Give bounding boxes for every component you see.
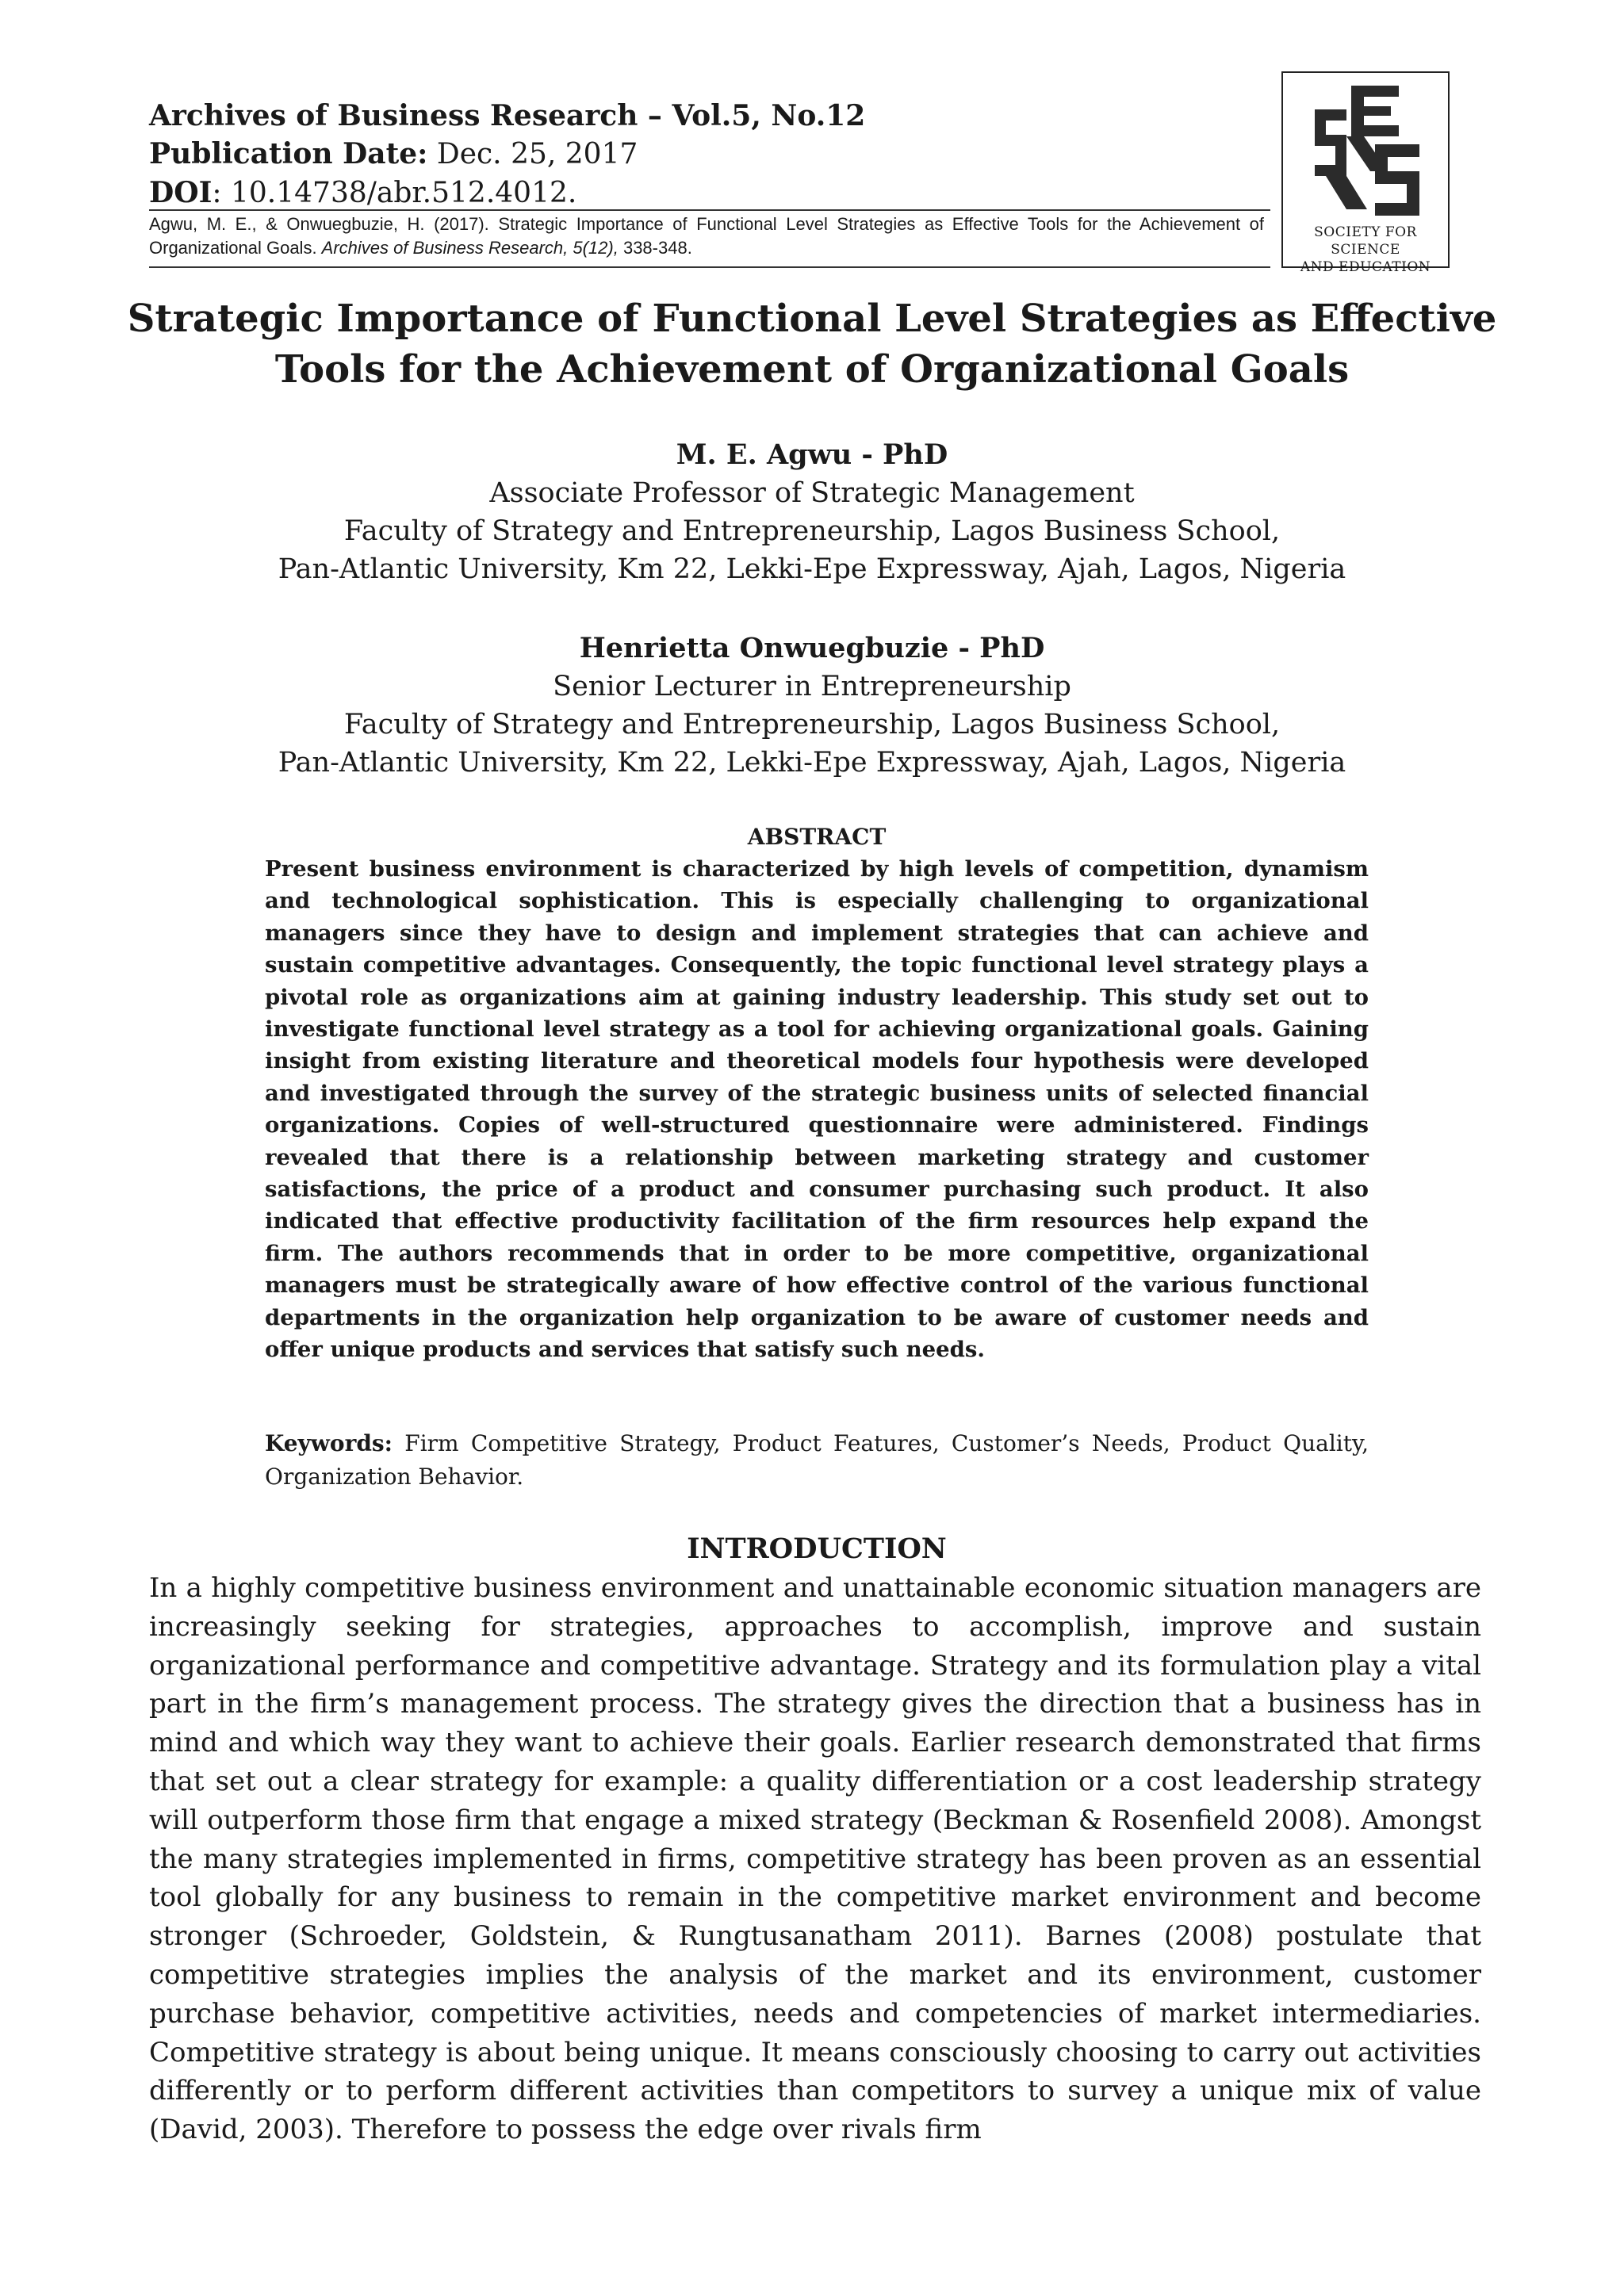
author-affiliation: Faculty of Strategy and Entrepreneurship, Lagos Business School,	[343, 515, 1281, 547]
author-role: Senior Lecturer in Entrepreneurship	[553, 671, 1071, 702]
introduction-text: In a highly competitive business environment and unattainable economic situation managers are increasingly seeking for strategies, approaches to accomplish, improve and sustain organizational performance and competitive advantage. Strategy and its formulation play a vital part in the firm’s management process. The strategy gives the direction that a business has in mind and which way they want to achieve their goals. Earlier research demonstrated that firms that set out a clear strategy for example: a quality differentiation or a cost leadership strategy will outperform those firm that engage a mixed strategy (Beckman & Rosenfield 2008). Amongst the many strategies implemented in firms, competitive strategy has been proven as an essential tool globally for any business to remain in the competitive market environment and become stronger (Schroeder, Goldstein, & Rungtusanatham 2011). Barnes (2008) postulate that competitive strategies implies the analysis of the market and its environment, customer purchase behavior, competitive activities, needs and competencies of market intermediaries. Competitive strategy is about being unique. It means consciously choosing to carry out activities differently or to perform different activities than competitors to survey a unique mix of value (David, 2003). Therefore to possess the edge over rivals firm	[149, 1572, 1481, 2146]
citation-text: Agwu, M. E., & Onwuegbuzie, H. (2017). Strategic Importance of Functional Level Strategies as Effective Tools for the Achievement of Organizational Goals.	[149, 214, 1264, 258]
keywords-text: Firm Competitive Strategy, Product Features, Customer’s Needs, Product Quality, Organization Behavior.	[265, 1430, 1369, 1490]
author-role: Associate Professor of Strategic Management	[489, 477, 1135, 509]
citation-journal: Archives of Business Research, 5(12),	[321, 238, 619, 258]
paper-title-line1: Strategic Importance of Functional Level Strategies as Effective	[127, 297, 1497, 341]
publication-date-label: Publication Date:	[149, 137, 428, 170]
abstract-heading: ABSTRACT	[747, 824, 887, 850]
keywords	[265, 1427, 1369, 1494]
author-name: Henrietta Onwuegbuzie - PhD	[579, 632, 1045, 664]
doi-value[interactable]: : 10.14738/abr.512.4012.	[212, 177, 577, 209]
author-block-1	[198, 436, 1426, 588]
society-name	[1283, 224, 1448, 276]
author-name: M. E. Agwu - PhD	[676, 438, 948, 471]
society-logo	[1281, 71, 1450, 275]
publication-date-value: Dec. 25, 2017	[427, 138, 638, 170]
paper-title-line2: Tools for the Achievement of Organizational Goals	[274, 347, 1350, 392]
sse-logo-icon	[1304, 82, 1429, 219]
author-block-2	[198, 629, 1426, 782]
introduction-heading: INTRODUCTION	[687, 1533, 947, 1565]
citation-bottom-rule	[149, 266, 1270, 268]
paper-title	[119, 293, 1505, 395]
citation-top-rule	[149, 209, 1270, 211]
author-address: Pan-Atlantic University, Km 22, Lekki-Epe Expressway, Ajah, Lagos, Nigeria	[278, 747, 1346, 779]
author-affiliation: Faculty of Strategy and Entrepreneurship, Lagos Business School,	[343, 709, 1281, 740]
journal-title: Archives of Business Research – Vol.5, No.12	[149, 99, 866, 132]
journal-header	[149, 97, 1259, 212]
author-address: Pan-Atlantic University, Km 22, Lekki-Epe Expressway, Ajah, Lagos, Nigeria	[278, 553, 1346, 585]
doi-label: DOI	[149, 176, 213, 209]
citation	[149, 212, 1264, 260]
citation-pages: 338-348.	[618, 238, 692, 258]
abstract-text: Present business environment is characterized by high levels of competition, dynamism and technological sophistication. This is especially challenging to organizational managers since they have to design and implement strategies that can achieve and sustain competitive advantages. Consequently, the topic functional level strategy plays a pivotal role as organizations aim at gaining industry leadership. This study set out to investigate functional level strategy as a tool for achieving organizational goals. Gaining insight from existing literature and theoretical models four hypothesis were developed and investigated through the survey of the strategic business units of selected financial organizations. Copies of well-structured questionnaire were administered. Findings revealed that there is a relationship between marketing strategy and customer satisfactions, the price of a product and consumer purchasing such product. It also indicated that effective productivity facilitation of the firm resources help expand the firm. The authors recommends that in order to be more competitive, organizational managers must be strategically aware of how effective control of the various functional departments in the organization help organization to be aware of customer needs and offer unique products and services that satisfy such needs.	[265, 856, 1369, 1363]
publication-date	[149, 135, 1259, 174]
society-name-line1: SOCIETY FOR SCIENCE	[1314, 224, 1417, 258]
keywords-label: Keywords:	[265, 1430, 393, 1456]
society-name-line2: AND EDUCATION	[1300, 259, 1431, 275]
doi	[149, 174, 1259, 212]
